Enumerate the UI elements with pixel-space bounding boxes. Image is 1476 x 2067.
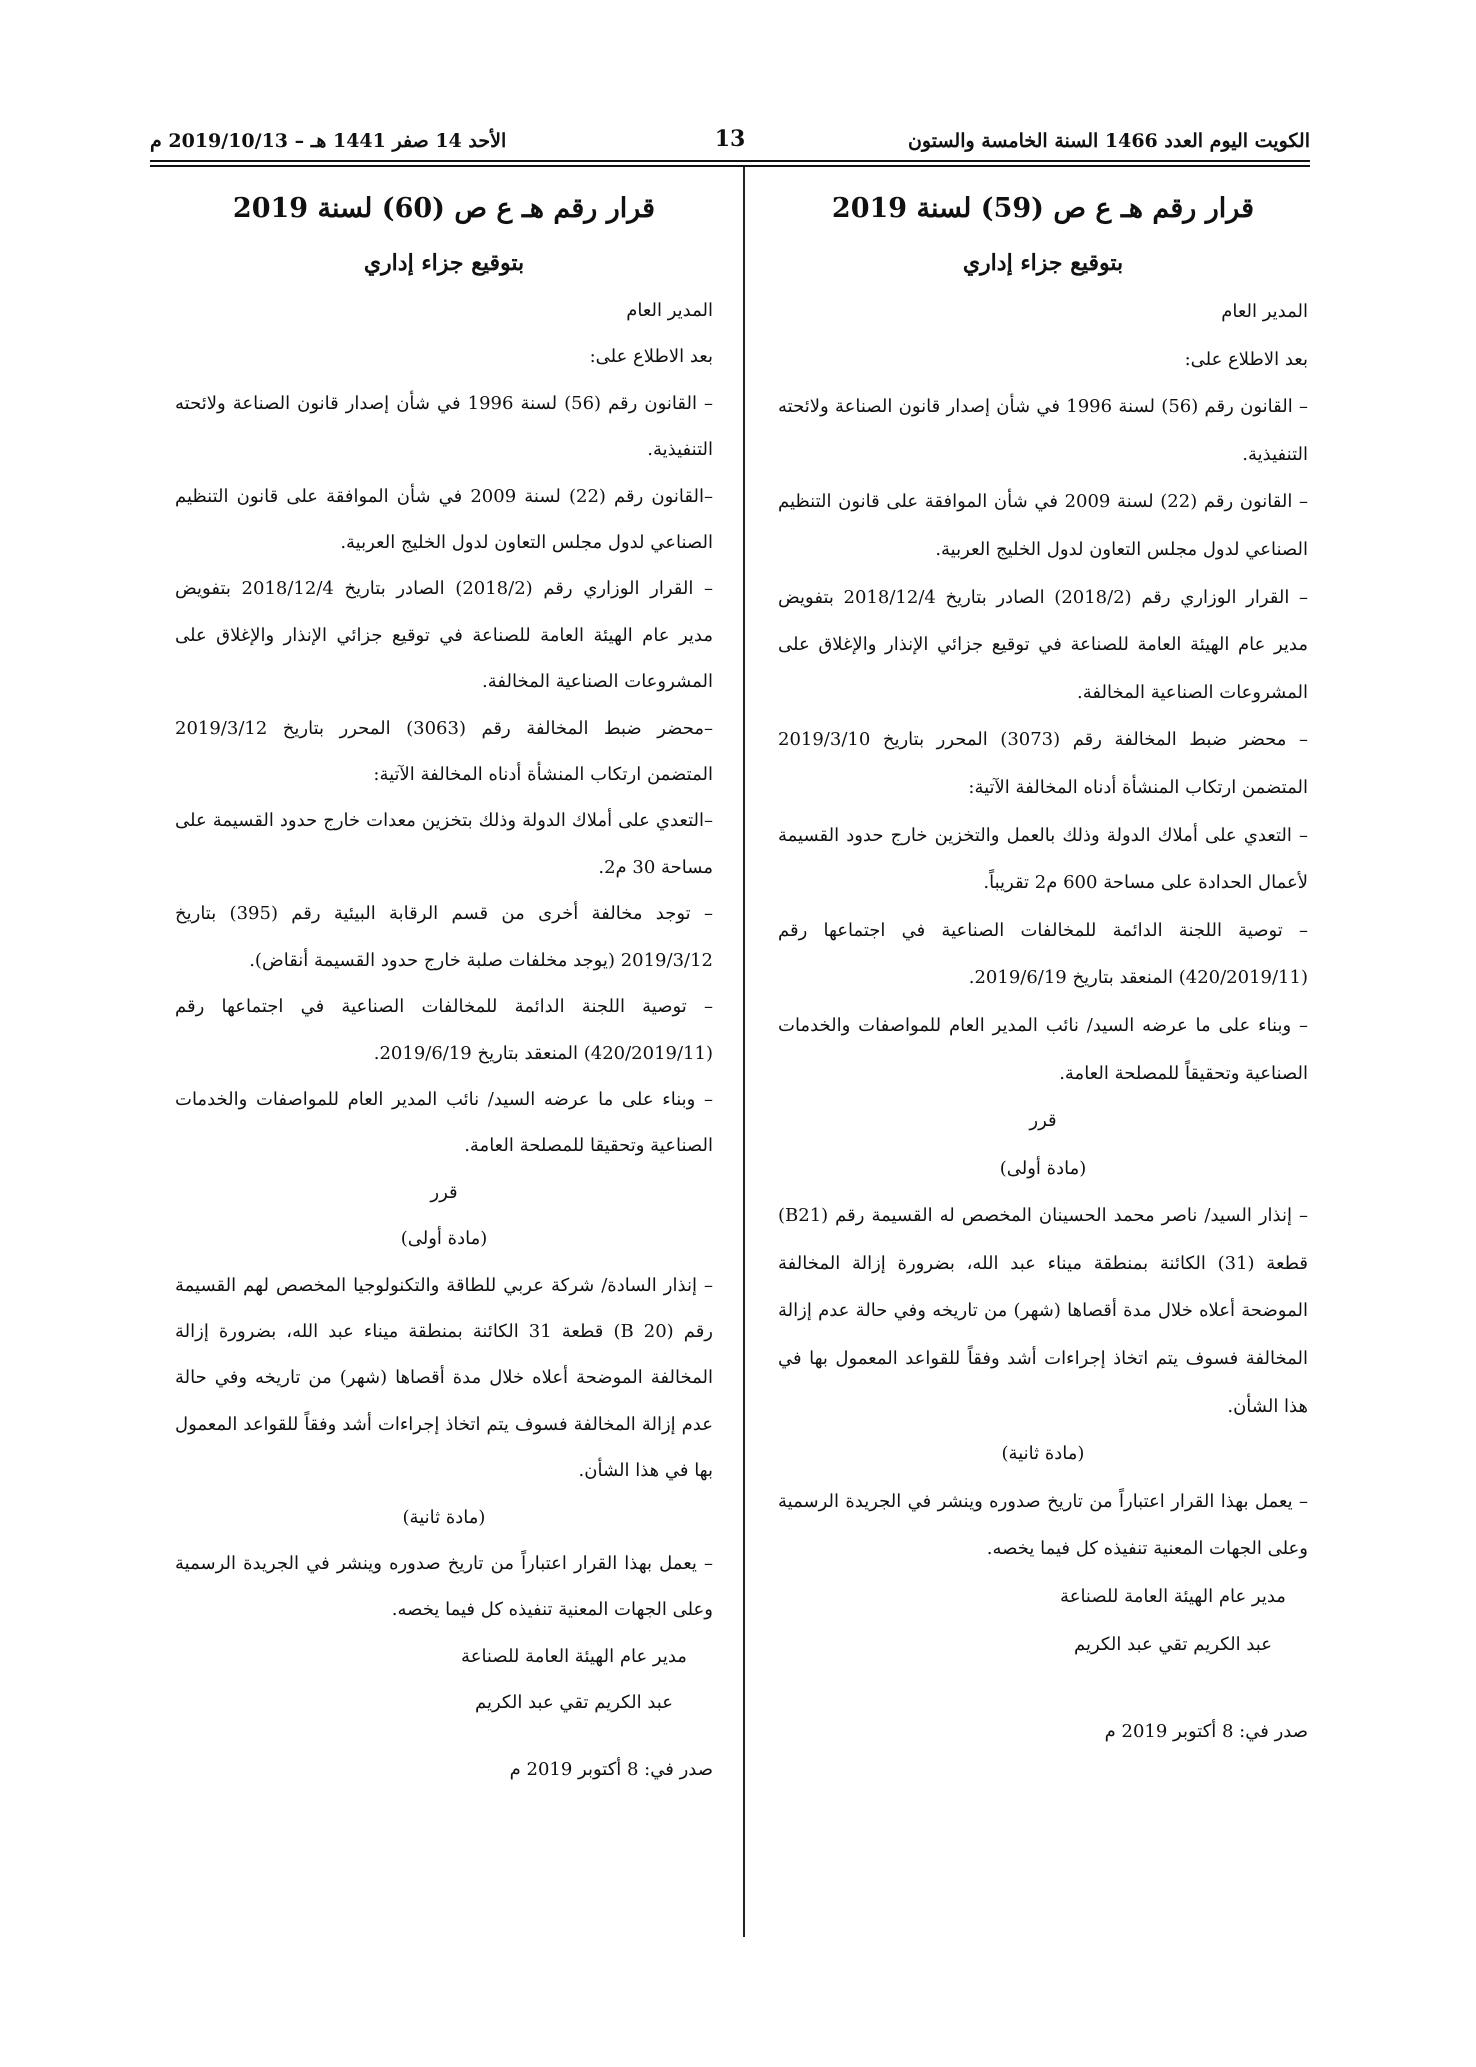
signer-title: مدير عام الهيئة العامة للصناعة (461, 1645, 687, 1667)
paragraph: بعد الاطلاع على: (589, 346, 713, 368)
article-1-heading: (مادة أولى) (400, 1228, 488, 1250)
paragraph: – القرار الوزاري رقم (2018/2) الصادر بتاريخ 2018/12/4 بتفويض مدير عام الهيئة العامة للصناعة في توقيع جزائي الإنذار والإغلاق على المشروعات الصناعية المخالفة. (175, 578, 713, 693)
signer-name: عبد الكريم تقي عبد الكريم (1074, 1633, 1272, 1655)
gazette-issue-info: الكويت اليوم العدد 1466 السنة الخامسة والستون (907, 130, 1310, 152)
paragraph: – وبناء على ما عرضه السيد/ نائب المدير العام للمواصفات والخدمات الصناعية وتحقيقاً للمصلحة العامة. (778, 1014, 1308, 1084)
paragraph: – القرار الوزاري رقم (2018/2) الصادر بتاريخ 2018/12/4 بتفويض مدير عام الهيئة العامة للصناعة في توقيع جزائي الإنذار والإغلاق على المشروعات الصناعية المخالفة. (778, 586, 1308, 703)
paragraph: – توصية اللجنة الدائمة للمخالفات الصناعية في اجتماعها رقم (420/2019/11) المنعقد بتاريخ 2019/6/19. (778, 919, 1308, 989)
signer-name: عبد الكريم تقي عبد الكريم (475, 1692, 673, 1714)
paragraph: – وبناء على ما عرضه السيد/ نائب المدير العام للمواصفات والخدمات الصناعية وتحقيقا للمصلحة العامة. (175, 1088, 713, 1157)
decision-title: قرار رقم هـ ع ص (60) لسنة 2019 (232, 193, 656, 224)
article-2-text: – يعمل بهذا القرار اعتباراً من تاريخ صدوره وينشر في الجريدة الرسمية وعلى الجهات المعنية تنفيذه كل فيما يخصه. (778, 1490, 1308, 1560)
decision-subtitle: بتوقيع جزاء إداري (962, 250, 1124, 276)
paragraph: – القانون رقم (56) لسنة 1996 في شأن إصدار قانون الصناعة ولائحته التنفيذية. (175, 392, 713, 461)
paragraph: المدير العام (626, 300, 713, 321)
issued-date: صدر في: 8 أكتوبر 2019 م (1104, 1721, 1308, 1743)
decision-60 (175, 180, 713, 1793)
decision-subtitle: بتوقيع جزاء إداري (363, 250, 525, 276)
article-1-text: – إنذار السادة/ شركة عربي للطاقة والتكنولوجيا المخصص لهم القسيمة رقم (20 B) قطعة 31 الكائنة بمنطقة ميناء عبد الله، بضرورة إزالة المخالفة الموضحة أعلاه خلال مدة أقصاها (شهر) من تاريخه وفي حالة عدم إزالة المخالفة فسوف يتم اتخاذ إجراءات أشد وفقاً للقواعد المعمول بها في هذا الشأن. (175, 1274, 713, 1482)
page-number: 13 (714, 126, 746, 152)
header-rule-bottom (150, 165, 1310, 167)
paragraph: – توصية اللجنة الدائمة للمخالفات الصناعية في اجتماعها رقم (420/2019/11) المنعقد بتاريخ 2019/6/19. (175, 996, 713, 1064)
paragraph: –محضر ضبط المخالفة رقم (3063) المحرر بتاريخ 2019/3/12 المتضمن ارتكاب المنشأة أدناه المخالفة الآتية: (175, 717, 713, 786)
header-rule-top (150, 160, 1310, 162)
article-1-text: – إنذار السيد/ ناصر محمد الحسينان المخصص له القسيمة رقم (B21) قطعة (31) الكائنة بمنطقة ميناء عبد الله، بضرورة إزالة المخالفة الموضحة أعلاه خلال مدة أقصاها (شهر) من تاريخه وفي حالة عدم إزالة المخالفة فسوف يتم اتخاذ إجراءات أشد وفقاً للقواعد المعمول بها في هذا الشأن. (778, 1205, 1309, 1417)
paragraph: المدير العام (1221, 301, 1308, 322)
paragraph: –القانون رقم (22) لسنة 2009 في شأن الموافقة على قانون التنظيم الصناعي لدول مجلس التعاون لدول الخليج العربية. (175, 485, 713, 554)
decided-heading: قرر (430, 1181, 458, 1203)
column-divider (743, 167, 745, 1937)
paragraph: – القانون رقم (22) لسنة 2009 في شأن الموافقة على قانون التنظيم الصناعي لدول مجلس التعاون لدول الخليج العربية. (778, 491, 1308, 560)
paragraph: – القانون رقم (56) لسنة 1996 في شأن إصدار قانون الصناعة ولائحته التنفيذية. (778, 396, 1308, 465)
page-header (150, 122, 1310, 162)
issued-date: صدر في: 8 أكتوبر 2019 م (509, 1758, 713, 1780)
article-2-heading: (مادة ثانية) (1001, 1443, 1085, 1465)
paragraph: – التعدي على أملاك الدولة وذلك بالعمل والتخزين خارج حدود القسيمة لأعمال الحدادة على مساحة 600 م2 تقريباً. (778, 824, 1308, 894)
article-2-text: – يعمل بهذا القرار اعتباراً من تاريخ صدوره وينشر في الجريدة الرسمية وعلى الجهات المعنية تنفيذه كل فيما يخصه. (175, 1552, 713, 1621)
gazette-date: الأحد 14 صفر 1441 هـ – 2019/10/13 م (150, 130, 507, 152)
paragraph: – توجد مخالفة أخرى من قسم الرقابة البيئية رقم (395) بتاريخ 2019/3/12 (يوجد مخلفات صلبة خارج حدود القسيمة أنقاض). (175, 903, 713, 971)
decided-heading: قرر (1029, 1110, 1057, 1132)
article-2-heading: (مادة ثانية) (402, 1506, 486, 1528)
paragraph: بعد الاطلاع على: (1184, 348, 1308, 370)
paragraph: – محضر ضبط المخالفة رقم (3073) المحرر بتاريخ 2019/3/10 المتضمن ارتكاب المنشأة أدناه المخالفة الآتية: (778, 729, 1308, 798)
signer-title: مدير عام الهيئة العامة للصناعة (1060, 1586, 1286, 1608)
decision-59 (778, 180, 1308, 1756)
article-1-heading: (مادة أولى) (999, 1157, 1087, 1179)
decision-title: قرار رقم هـ ع ص (59) لسنة 2019 (831, 193, 1255, 224)
paragraph: –التعدي على أملاك الدولة وذلك بتخزين معدات خارج حدود القسيمة على مساحة 30 م2. (175, 810, 713, 878)
